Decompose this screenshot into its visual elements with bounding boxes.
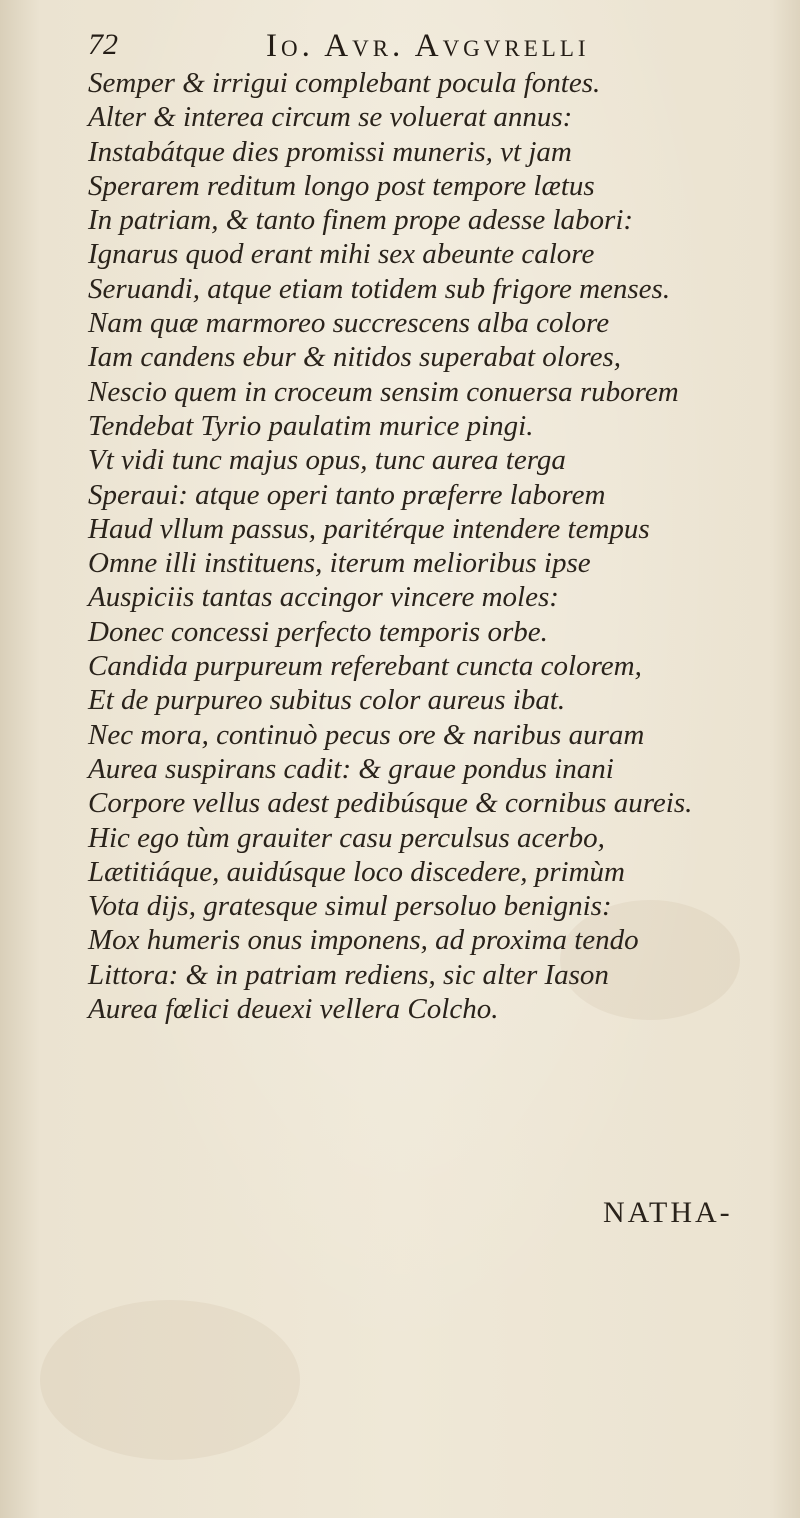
verse-line: Ignarus quod erant mihi sex abeunte calore — [88, 238, 595, 271]
verse-line: Littora: & in patriam rediens, sic alter Iason — [88, 958, 609, 991]
page-number: 72 — [88, 28, 118, 61]
verse-line: Iam candens ebur & nitidos superabat olores, — [88, 341, 621, 374]
verse-text — [88, 66, 778, 1026]
verse-line: Mox humeris onus imponens, ad proxima tendo — [88, 924, 639, 957]
verse-line: Nec mora, continuò pecus ore & naribus auram — [88, 718, 645, 751]
verse-line: Et de purpureo subitus color aureus ibat. — [88, 684, 566, 717]
verse-line: Corpore vellus adest pedibúsque & cornibus aureis. — [88, 787, 693, 820]
running-head: Io. Avr. Avgvrelli — [266, 28, 590, 64]
verse-line: Vt vidi tunc majus opus, tunc aurea terga — [88, 444, 566, 477]
verse-line: Omne illi instituens, iterum melioribus ipse — [88, 547, 591, 580]
verse-line: Alter & interea circum se voluerat annus: — [88, 101, 573, 134]
verse-line: Semper & irrigui complebant pocula fontes. — [88, 67, 601, 99]
catchword: NATHA- — [603, 1196, 733, 1229]
verse-line: Aurea fœlici deuexi vellera Colcho. — [88, 993, 499, 1026]
verse-line: Hic ego tùm grauiter casu perculsus acerbo, — [88, 821, 605, 854]
verse-line: Auspiciis tantas accingor vincere moles: — [88, 581, 559, 614]
verse-line: Nam quæ marmoreo succrescens alba colore — [88, 307, 610, 340]
verse-line: Vota dijs, gratesque simul persoluo benignis: — [88, 890, 612, 923]
verse-line: Tendebat Tyrio paulatim murice pingi. — [88, 409, 534, 442]
verse-line: Lætitiáque, auidúsque loco discedere, primùm — [88, 855, 625, 888]
verse-line: Donec concessi perfecto temporis orbe. — [88, 615, 548, 648]
verse-line: Nescio quem in croceum sensim conuersa ruborem — [88, 375, 679, 408]
verse-line: Haud vllum passus, paritérque intendere tempus — [88, 512, 650, 545]
verse-line: Instabátque dies promissi muneris, vt jam — [88, 135, 572, 168]
verse-line: Seruandi, atque etiam totidem sub frigore menses. — [88, 272, 671, 305]
verse-line: Candida purpureum referebant cuncta colorem, — [88, 650, 642, 683]
paper-stain — [40, 1300, 300, 1460]
verse-line: Sperarem reditum longo post tempore lætus — [88, 169, 595, 202]
verse-line: Aurea suspirans cadit: & graue pondus inani — [88, 752, 614, 785]
verse-line: In patriam, & tanto finem prope adesse labori: — [88, 204, 634, 237]
verse-line: Speraui: atque operi tanto præferre laborem — [88, 478, 606, 511]
